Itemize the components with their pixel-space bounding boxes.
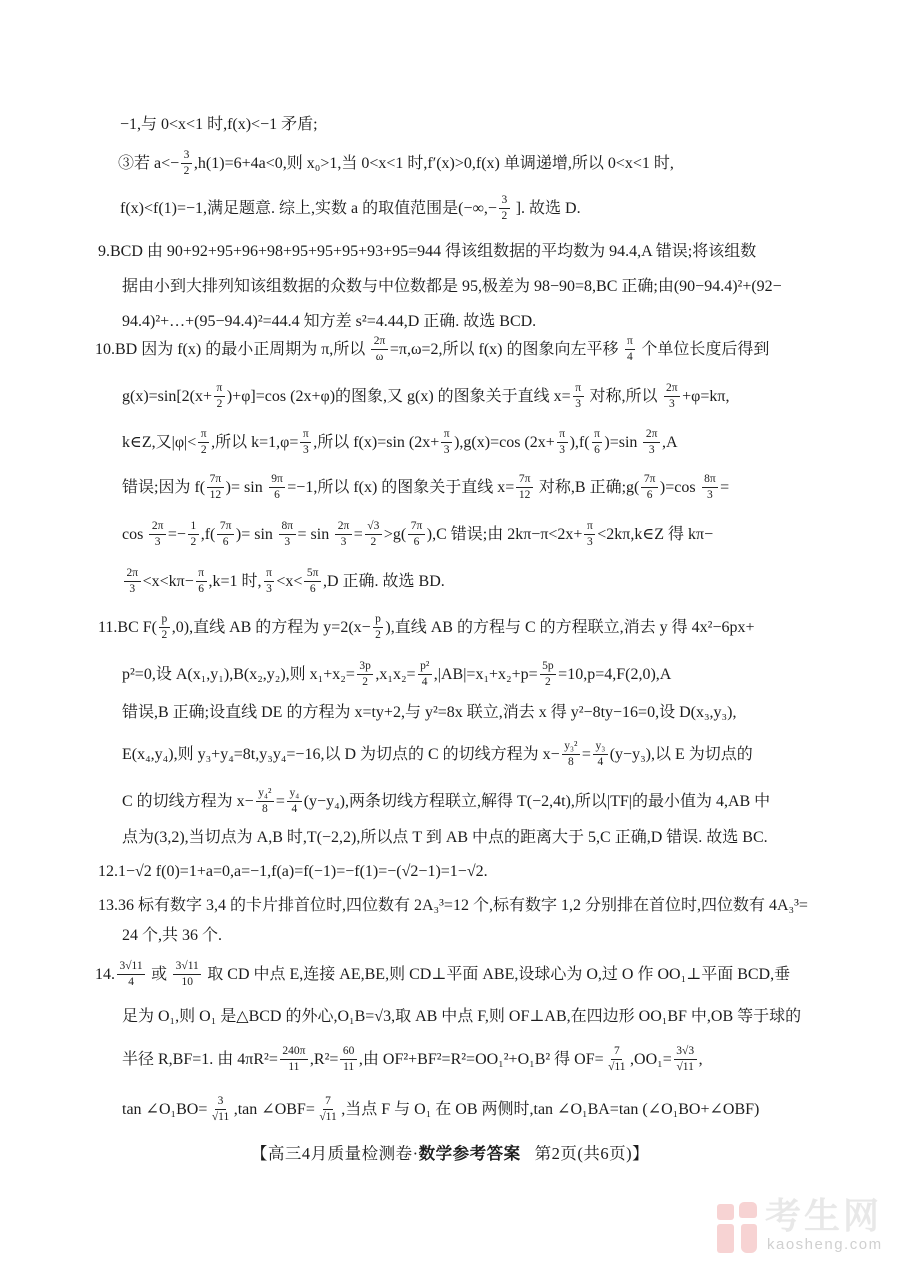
fraction: $\frac{\pi}{2}$ xyxy=(214,381,225,411)
answer-line: k∈Z,又|φ|< $\frac{\pi}{2}$ ,所以 k=1,φ= $\frac{\pi}{3}$ ,所以 f(x)=sin (2x+ $\frac{\pi}{3}$ ),g(x)=cos (2x+ $\frac{\pi}{3}$ ),f( $\frac{\pi}{6}$ )=sin $\frac{2\pi}{3}$ ,A xyxy=(122,428,678,456)
watermark-site-name: 考生网 xyxy=(765,1195,883,1236)
answer-line: 错误;因为 f( $\frac{7\pi}{12}$ )= sin $\frac{9\pi}{6}$ =−1,所以 f(x) 的图象关于直线 x= $\frac{7\pi}{12}$ 对称,B 正确;g( $\frac{7\pi}{6}$ )=cos $\frac{8\pi}{3}$ = xyxy=(122,473,730,501)
fraction: $\frac{2\pi}{3}$ xyxy=(124,566,141,596)
answer-line: 半径 R,BF=1. 由 4πR²= $\frac{240\pi}{11}$ ,R²= $\frac{60}{11}$ ,由 OF²+BF²=R²=OO₁²+O₁B² 得 OF= $\frac{7}{√11}$ ,OO₁= $\frac{3√3}{√11}$ , xyxy=(122,1045,703,1073)
fraction: $\frac{7\pi}{12}$ xyxy=(516,472,533,502)
fraction: $\frac{7\pi}{6}$ xyxy=(217,519,234,549)
fraction: $\frac{p}{2}$ xyxy=(159,612,170,642)
answer-line: 94.4)²+…+(95−94.4)²=44.4 知方差 s²=4.44,D 正确. 故选 BCD. xyxy=(122,313,537,330)
fraction: $\frac{5\pi}{6}$ xyxy=(304,566,321,596)
answer-line-q9: 9.BCD 由 90+92+95+96+98+95+95+95+93+95=944 得该组数据的平均数为 94.4,A 错误;将该组数 xyxy=(98,243,757,260)
fraction: $\frac{8\pi}{3}$ xyxy=(279,519,296,549)
watermark-logo-icon xyxy=(717,1224,734,1253)
fraction: $\frac{\text{p²}}{4}$ xyxy=(418,659,432,689)
fraction: $\frac{\pi}{3}$ xyxy=(573,381,584,411)
fraction: $\frac{\pi}{3}$ xyxy=(557,427,568,457)
fraction: $\frac{3√11}{10}$ xyxy=(173,959,201,989)
footer-page-number: 第2页(共6页)】 xyxy=(534,1144,650,1163)
answer-line: tan ∠O₁BO= $\frac{3}{√11}$ ,tan ∠OBF= $\frac{7}{√11}$ ,当点 F 与 O₁ 在 OB 两侧时,tan ∠O₁BA=tan (∠O₁BO+∠OBF) xyxy=(122,1095,760,1123)
answer-line: f(x)<f(1)=−1,满足题意. 综上,实数 a 的取值范围是(−∞,− $\frac{3}{2}$ ]. 故选 D. xyxy=(120,194,581,222)
fraction: $\frac{7}{√11}$ xyxy=(608,1045,626,1073)
watermark-logo-icon xyxy=(717,1204,734,1220)
answer-line: C 的切线方程为 x− $\frac{\text{y₄²}}{8}$ = $\frac{\text{y₄}}{4}$ (y−y₄),两条切线方程联立,解得 T(−2,4t),所以|TF|的最小值为 4,AB 中 xyxy=(122,787,771,815)
fraction: $\frac{\pi}{6}$ xyxy=(196,566,207,596)
fraction: $\frac{\pi}{3}$ xyxy=(264,566,275,596)
answer-line: g(x)=sin[2(x+ $\frac{\pi}{2}$ )+φ]=cos (2x+φ)的图象,又 g(x) 的图象关于直线 x= $\frac{\pi}{3}$ 对称,所以 $\frac{2\pi}{3}$ +φ=kπ, xyxy=(122,382,730,410)
fraction: $\frac{3}{√11}$ xyxy=(211,1095,230,1123)
fraction: $\frac{2\pi}{\omega}$ xyxy=(371,334,388,364)
watermark-logo-icon xyxy=(739,1202,757,1218)
fraction: $\frac{1}{2}$ xyxy=(188,519,199,549)
fraction: $\frac{\pi}{3}$ xyxy=(584,519,595,549)
fraction: $\frac{\pi}{3}$ xyxy=(300,427,311,457)
fraction: $\frac{2\pi}{3}$ xyxy=(149,519,166,549)
fraction: $\frac{\pi}{6}$ xyxy=(592,427,603,457)
fraction: $\frac{7\pi}{6}$ xyxy=(641,472,658,502)
answer-line: E(x₄,y₄),则 y₃+y₄=8t,y₃y₄=−16,以 D 为切点的 C 的切线方程为 x− $\frac{\text{y₃²}}{8}$ = $\frac{\text{y₃}}{4}$ (y−y₃),以 E 为切点的 xyxy=(122,740,753,768)
answer-line: 点为(3,2),当切点为 A,B 时,T(−2,2),所以点 T 到 AB 中点的距离大于 5,C 正确,D 错误. 故选 BC. xyxy=(122,829,768,846)
fraction: $\frac{2\pi}{3}$ xyxy=(335,519,352,549)
answer-line-q14: 14. $\frac{3√11}{4}$ 或 $\frac{3√11}{10}$ 取 CD 中点 E,连接 AE,BE,则 CD⊥平面 ABE,设球心为 O,过 O 作 OO₁⊥平面 BCD,垂 xyxy=(95,960,791,988)
answer-line: cos $\frac{2\pi}{3}$ =− $\frac{1}{2}$ ,f( $\frac{7\pi}{6}$ )= sin $\frac{8\pi}{3}$ = sin $\frac{2\pi}{3}$ = $\frac{√3}{2}$ >g( $\frac{7\pi}{6}$ ),C 错误;由 2kπ−π<2x+ $\frac{\pi}{3}$ <2kπ,k∈Z 得 kπ− xyxy=(122,520,714,548)
fraction: $\frac{3√3}{√11}$ xyxy=(674,1044,697,1074)
fraction: $\frac{\text{y₃²}}{8}$ xyxy=(562,739,580,769)
fraction: $\frac{9\pi}{6}$ xyxy=(269,472,286,502)
kaosheng-watermark xyxy=(710,1196,890,1262)
fraction: $\frac{8\pi}{3}$ xyxy=(702,472,719,502)
answer-line: ③若 a<− $\frac{3}{2}$ ,h(1)=6+4a<0,则 x₀>1,当 0<x<1 时,f′(x)>0,f(x) 单调递增,所以 0<x<1 时, xyxy=(118,149,674,177)
answer-line: 错误,B 正确;设直线 DE 的方程为 x=ty+2,与 y²=8x 联立,消去 x 得 y²−8ty−16=0,设 D(x₃,y₃), xyxy=(122,704,737,721)
answer-line: p²=0,设 A(x₁,y₁),B(x₂,y₂),则 x₁+x₂= $\frac{3p}{2}$ ,x₁x₂= $\frac{\text{p²}}{4}$ ,|AB|=x₁+x₂+p= $\frac{5p}{2}$ =10,p=4,F(2,0),A xyxy=(122,660,672,688)
fraction: $\frac{\pi}{4}$ xyxy=(625,334,636,364)
answer-line-q13: 13.36 标有数字 3,4 的卡片排首位时,四位数有 2A₃³=12 个,标有数字 1,2 分别排在首位时,四位数有 4A₃³= xyxy=(98,897,808,914)
fraction: $\frac{p}{2}$ xyxy=(373,612,384,642)
watermark-logo-icon xyxy=(741,1224,757,1253)
watermark-site-url: kaosheng.com xyxy=(767,1236,883,1253)
fraction: $\frac{\text{y₃}}{4}$ xyxy=(593,739,608,769)
fraction: $\frac{\text{y₄}}{4}$ xyxy=(287,786,302,816)
answer-line: −1,与 0<x<1 时,f(x)<−1 矛盾; xyxy=(120,116,318,133)
answer-line: 24 个,共 36 个. xyxy=(122,927,223,944)
fraction: $\frac{2\pi}{3}$ xyxy=(643,427,660,457)
fraction: $\frac{7}{√11}$ xyxy=(319,1095,337,1123)
page-footer xyxy=(0,1140,900,1164)
fraction: $\frac{\pi}{2}$ xyxy=(198,427,209,457)
answer-line-q11: 11.BC F( $\frac{p}{2}$ ,0),直线 AB 的方程为 y=2(x− $\frac{p}{2}$ ),直线 AB 的方程与 C 的方程联立,消去 y 得 4x²−6px+ xyxy=(98,613,755,641)
fraction: $\frac{7\pi}{6}$ xyxy=(408,519,425,549)
answer-line: 据由小到大排列知该组数据的众数与中位数都是 95,极差为 98−90=8,BC 正确;由(90−94.4)²+(92− xyxy=(122,278,782,295)
fraction: $\frac{5p}{2}$ xyxy=(540,659,557,689)
fraction: $\frac{2\pi}{3}$ xyxy=(664,381,681,411)
footer-subject-title: 数学参考答案 xyxy=(418,1144,521,1163)
fraction: $\frac{3√11}{4}$ xyxy=(117,959,145,989)
fraction: $\frac{\pi}{3}$ xyxy=(441,427,452,457)
fraction: $\frac{3}{2}$ xyxy=(499,193,510,223)
answer-line: $\frac{2\pi}{3}$ <x<kπ− $\frac{\pi}{6}$ ,k=1 时, $\frac{\pi}{3}$ <x< $\frac{5\pi}{6}$ ,D 正确. 故选 BD. xyxy=(122,559,445,605)
fraction: $\frac{7\pi}{12}$ xyxy=(207,472,224,502)
fraction: $\frac{240\pi}{11}$ xyxy=(280,1044,308,1074)
fraction: $\frac{√3}{2}$ xyxy=(365,519,382,549)
answer-line-q12: 12.1−√2 f(0)=1+a=0,a=−1,f(a)=f(−1)=−f(1)=−(√2−1)=1−√2. xyxy=(98,863,488,880)
answer-line-q10: 10.BD 因为 f(x) 的最小正周期为 π,所以 $\frac{2\pi}{\omega}$ =π,ω=2,所以 f(x) 的图象向左平移 $\frac{\pi}{4}$ 个单位长度后得到 xyxy=(95,335,770,363)
answer-line: 足为 O₁,则 O₁ 是△BCD 的外心,O₁B=√3,取 AB 中点 F,则 OF⊥AB,在四边形 OO₁BF 中,OB 等于球的 xyxy=(122,1008,802,1025)
fraction: $\frac{3}{2}$ xyxy=(181,148,192,178)
footer-exam-title: 【高三4月质量检测卷· xyxy=(250,1144,419,1163)
fraction: $\frac{60}{11}$ xyxy=(340,1044,357,1074)
fraction: $\frac{3p}{2}$ xyxy=(357,659,374,689)
fraction: $\frac{\text{y₄²}}{8}$ xyxy=(256,786,274,816)
